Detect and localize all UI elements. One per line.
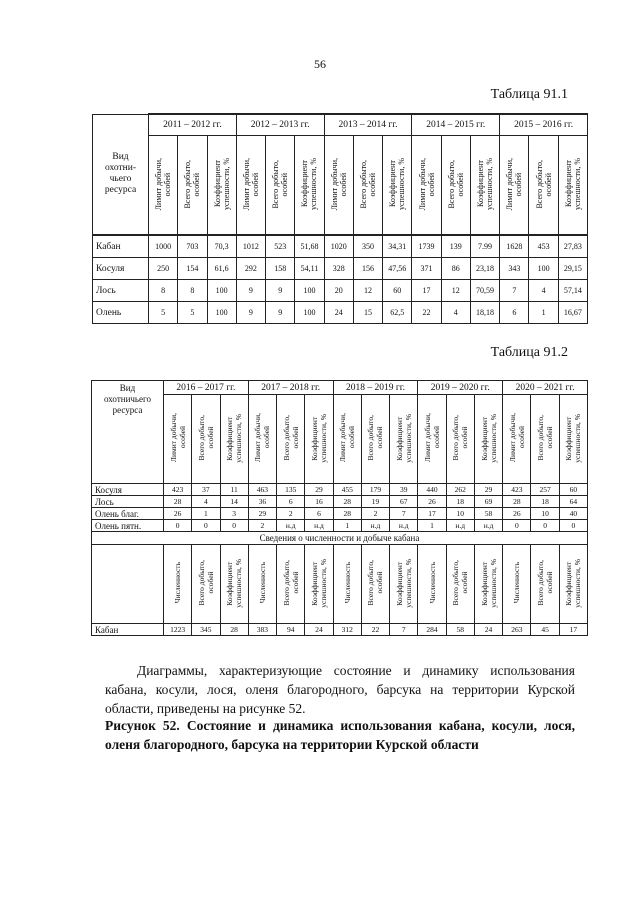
table-cell: 28 [220,624,248,636]
table-cell: 29 [474,484,502,496]
table-cell: 18 [446,496,474,508]
table-cell: 1 [529,302,558,324]
table-91-2 [91,380,588,636]
measure-header-label: Коэффициент успешности, % [212,157,231,210]
measure-header-label: Коэффициент успешности, % [388,157,407,210]
table-cell: 17 [418,508,446,520]
measure-header-label: Всего добыто, особей [281,560,300,606]
table-cell: 156 [353,258,382,280]
table-cell: 14 [220,496,248,508]
measure-header-label: Всего добыто, особей [451,415,470,461]
measure-header [474,545,502,624]
header-row-measures [93,136,588,236]
table-cell: 16,67 [558,302,587,324]
table-cell: 47,56 [383,258,412,280]
measure-header [390,395,418,484]
table-cell: 1628 [500,235,529,258]
measure-header [503,545,531,624]
measure-header [531,395,559,484]
measure-header [248,545,276,624]
table-row [92,496,588,508]
table-cell: н.д [305,520,333,532]
measure-header-label: Лимит добычи, особей [154,157,173,211]
measure-header-label: Лимит добычи, особей [338,413,357,463]
table-cell: 139 [441,235,470,258]
measure-header [333,395,361,484]
row-resource-name: Кабан [93,235,149,258]
table-cell: 703 [178,235,207,258]
table-cell: 61,6 [207,258,236,280]
table-cell: 343 [500,258,529,280]
table-cell: 0 [164,520,192,532]
table-cell: 284 [418,624,446,636]
table-cell: 8 [178,280,207,302]
table-cell: 10 [446,508,474,520]
measure-header-label: Численность [257,562,267,604]
table-cell: 1012 [236,235,265,258]
table-cell: 57,14 [558,280,587,302]
table-cell: 60 [383,280,412,302]
table-cell: 29 [248,508,276,520]
table-cell: 158 [266,258,295,280]
table-cell: 523 [266,235,295,258]
table-cell: 100 [295,280,324,302]
measure-header [446,545,474,624]
header-row-boar-measures [92,545,588,624]
table-cell: 26 [503,508,531,520]
measure-header-label: Лимит добычи, особей [253,413,272,463]
table-cell: 34,31 [383,235,412,258]
figure-52-caption: Рисунок 52. Состояние и динамика использования кабана, косули, лося, оленя благородного, барсука на территории Курской области [105,718,575,752]
table-cell: 40 [559,508,587,520]
period-header: 2018 – 2019 гг. [333,381,418,395]
table-cell: 0 [220,520,248,532]
measure-header [333,545,361,624]
table-91-1 [92,113,588,324]
measure-header [266,136,295,236]
table-cell: 350 [353,235,382,258]
table-cell: 1020 [324,235,353,258]
table-cell: 9 [236,280,265,302]
row-resource-name: Олень благ. [92,508,164,520]
measure-header-label: Лимит добычи, особей [241,157,260,211]
table-cell: 24 [305,624,333,636]
table-cell: 12 [441,280,470,302]
table-91-2-caption: Таблица 91.2 [490,345,568,360]
table-cell: 2 [277,508,305,520]
table-row [92,624,588,636]
measure-header-label: Коэффициент успешности, % [225,558,244,608]
measure-header [277,545,305,624]
table-cell: 7.99 [470,235,499,258]
measure-header [529,136,558,236]
measure-header [390,545,418,624]
measure-header [164,545,192,624]
table-cell: 6 [277,496,305,508]
table-cell: 371 [412,258,441,280]
measure-header [418,545,446,624]
table-cell: 18,18 [470,302,499,324]
table-cell: 135 [277,484,305,496]
table-cell: 36 [248,496,276,508]
table-cell: 6 [500,302,529,324]
table-cell: 45 [531,624,559,636]
table-cell: 26 [418,496,446,508]
row-resource-name: Косуля [93,258,149,280]
row-resource-name: Лось [93,280,149,302]
body-paragraph: Диаграммы, характеризующие состояние и динамику использования кабана, косули, лося, оленя благородного, барсука на территории Курской области, приведены на рисунке 52. [105,663,575,716]
measure-header [383,136,412,236]
table-cell: 94 [277,624,305,636]
table-cell: 383 [248,624,276,636]
measure-header-label: Лимит добычи, особей [505,157,524,211]
table-cell: 0 [559,520,587,532]
table-cell: 312 [333,624,361,636]
measure-header [295,136,324,236]
measure-header-label: Всего добыто, особей [451,560,470,606]
table-cell: 292 [236,258,265,280]
table-cell: н.д [277,520,305,532]
table-cell: 26 [164,508,192,520]
measure-header [418,395,446,484]
table-cell: 100 [529,258,558,280]
table-cell: 28 [164,496,192,508]
row-resource-name: Косуля [92,484,164,496]
table-cell: 28 [333,496,361,508]
measure-header [305,545,333,624]
table-row [93,235,588,258]
table-cell: 86 [441,258,470,280]
measure-header-label: Всего добыто, особей [534,159,553,209]
table-cell: 179 [361,484,389,496]
measure-header [412,136,441,236]
measure-header [220,395,248,484]
measure-header [305,395,333,484]
measure-header [324,136,353,236]
table-cell: 455 [333,484,361,496]
measure-header-label: Всего добыто, особей [196,415,215,461]
measure-header-label: Коэффициент успешности, % [564,413,583,463]
section-row [92,532,588,545]
table-cell: 5 [178,302,207,324]
table-cell: 263 [503,624,531,636]
measure-header-label: Всего добыто, особей [196,560,215,606]
table-cell: 69 [474,496,502,508]
table-row [93,280,588,302]
table-cell: 3 [220,508,248,520]
measure-header [248,395,276,484]
measure-header [470,136,499,236]
table-cell: 1000 [149,235,178,258]
table-cell: 27,83 [558,235,587,258]
table-cell: 100 [207,302,236,324]
measure-header-label: Всего добыто, особей [366,560,385,606]
table-cell: 0 [503,520,531,532]
table-cell: 7 [500,280,529,302]
table-cell: 1739 [412,235,441,258]
header-row-periods [93,114,588,136]
table-cell: 257 [531,484,559,496]
table-cell: 1 [333,520,361,532]
measure-header-label: Всего добыто, особей [183,159,202,209]
measure-header-label: Численность [512,562,522,604]
row-resource-name: Лось [92,496,164,508]
table-row [92,484,588,496]
table-cell: 423 [164,484,192,496]
table-cell: 20 [324,280,353,302]
measure-header-label: Всего добыто, особей [358,159,377,209]
table-cell: 60 [559,484,587,496]
table-cell: 1223 [164,624,192,636]
table-cell: 1 [418,520,446,532]
table-cell: 9 [266,280,295,302]
measure-header [192,545,220,624]
table-cell: 37 [192,484,220,496]
measure-header [236,136,265,236]
table-cell: 453 [529,235,558,258]
table-cell: 7 [390,624,418,636]
table-cell: 9 [266,302,295,324]
table-cell: 100 [207,280,236,302]
measure-header [559,395,587,484]
table-cell: 345 [192,624,220,636]
period-header: 2016 – 2017 гг. [164,381,249,395]
period-header: 2015 – 2016 гг. [500,114,588,136]
table-row [93,258,588,280]
measure-header-label: Коэффициент успешности, % [300,157,319,210]
table-cell: 154 [178,258,207,280]
measure-header-label: Лимит добычи, особей [329,157,348,211]
measure-header-label: Коэффициент успешности, % [394,413,413,463]
table-cell: 463 [248,484,276,496]
measure-header-label: Всего добыто, особей [271,159,290,209]
section-title: Сведения о численности и добыче кабана [92,532,588,545]
measure-header [559,545,587,624]
measure-header [441,136,470,236]
measure-header-label: Коэффициент успешности, % [476,157,495,210]
table-cell: 39 [390,484,418,496]
table-cell: 67 [390,496,418,508]
table-cell: 8 [149,280,178,302]
measure-header-label: Коэффициент успешности, % [564,558,583,608]
period-header: 2012 – 2013 гг. [236,114,324,136]
table-cell: 17 [559,624,587,636]
measure-header-label: Численность [427,562,437,604]
row-resource-name: Олень [93,302,149,324]
table-cell: 1 [192,508,220,520]
table-cell: 58 [474,508,502,520]
table-cell: 100 [295,302,324,324]
measure-header [277,395,305,484]
measure-header [361,395,389,484]
measure-header [531,545,559,624]
measure-header-label: Численность [173,562,183,604]
table-cell: 5 [149,302,178,324]
measure-header-label: Всего добыто, особей [281,415,300,461]
resource-column-header: Вид охотничьего ресурса [92,381,164,484]
table-cell: 62,5 [383,302,412,324]
table-cell: 7 [390,508,418,520]
table-cell: 54,11 [295,258,324,280]
table-cell: 64 [559,496,587,508]
table-cell: 2 [248,520,276,532]
measure-header-label: Коэффициент успешности, % [225,413,244,463]
measure-header [164,395,192,484]
period-header: 2019 – 2020 гг. [418,381,503,395]
measure-header [474,395,502,484]
table-cell: 58 [446,624,474,636]
row-resource-name: Олень пятн. [92,520,164,532]
table-row [92,508,588,520]
header-row-periods [92,381,588,395]
measure-header [192,395,220,484]
period-header: 2017 – 2018 гг. [248,381,333,395]
table-cell: 29 [305,484,333,496]
period-header: 2014 – 2015 гг. [412,114,500,136]
table-cell: 440 [418,484,446,496]
table-cell: 328 [324,258,353,280]
measure-header-label: Лимит добычи, особей [507,413,526,463]
measure-header-label: Всего добыто, особей [536,415,555,461]
table-cell: 28 [503,496,531,508]
measure-header-label: Коэффициент успешности, % [479,413,498,463]
table-cell: н.д [474,520,502,532]
measure-header-label: Коэффициент успешности, % [394,558,413,608]
measure-header-label: Лимит добычи, особей [168,413,187,463]
measure-header-label: Лимит добычи, особей [423,413,442,463]
measure-header-label: Лимит добычи, особей [417,157,436,211]
measure-header-label: Коэффициент успешности, % [309,413,328,463]
empty-header-cell [92,545,164,624]
table-cell: 70,59 [470,280,499,302]
table-cell: 17 [412,280,441,302]
measure-header [207,136,236,236]
table-cell: н.д [390,520,418,532]
table-cell: 9 [236,302,265,324]
table-cell: 10 [531,508,559,520]
table-cell: 11 [220,484,248,496]
table-cell: 6 [305,508,333,520]
table-cell: 4 [441,302,470,324]
table-cell: 2 [361,508,389,520]
table-cell: 24 [324,302,353,324]
table-cell: 4 [192,496,220,508]
measure-header [178,136,207,236]
period-header: 2011 – 2012 гг. [149,114,237,136]
table-cell: 16 [305,496,333,508]
table-cell: 19 [361,496,389,508]
measure-header-label: Всего добыто, особей [446,159,465,209]
measure-header [500,136,529,236]
table-cell: 28 [333,508,361,520]
measure-header [220,545,248,624]
table-cell: 22 [361,624,389,636]
row-resource-name: Кабан [92,624,164,636]
period-header: 2013 – 2014 гг. [324,114,412,136]
measure-header [503,395,531,484]
table-cell: 18 [531,496,559,508]
measure-header [361,545,389,624]
measure-header [446,395,474,484]
measure-header [353,136,382,236]
table-row [93,302,588,324]
table-cell: 250 [149,258,178,280]
table-cell: 29,15 [558,258,587,280]
table-cell: 22 [412,302,441,324]
measure-header-label: Коэффициент успешности, % [479,558,498,608]
measure-header [149,136,178,236]
table-cell: н.д [446,520,474,532]
table-cell: 423 [503,484,531,496]
period-header: 2020 – 2021 гг. [503,381,588,395]
measure-header-label: Коэффициент успешности, % [563,157,582,210]
measure-header-label: Коэффициент успешности, % [309,558,328,608]
measure-header-label: Всего добыто, особей [366,415,385,461]
header-row-measures [92,395,588,484]
table-cell: 12 [353,280,382,302]
table-cell: 70,3 [207,235,236,258]
table-cell: 0 [192,520,220,532]
measure-header [558,136,587,236]
resource-column-header: Вид охотни- чьего ресурса [93,114,149,235]
table-cell: н.д [361,520,389,532]
measure-header-label: Всего добыто, особей [536,560,555,606]
table-cell: 23,18 [470,258,499,280]
table-cell: 51,68 [295,235,324,258]
page-number: 56 [314,57,326,71]
measure-header-label: Численность [342,562,352,604]
table-cell: 0 [531,520,559,532]
table-cell: 4 [529,280,558,302]
table-91-1-caption: Таблица 91.1 [490,87,568,102]
table-row [92,520,588,532]
table-cell: 15 [353,302,382,324]
table-cell: 24 [474,624,502,636]
table-cell: 262 [446,484,474,496]
